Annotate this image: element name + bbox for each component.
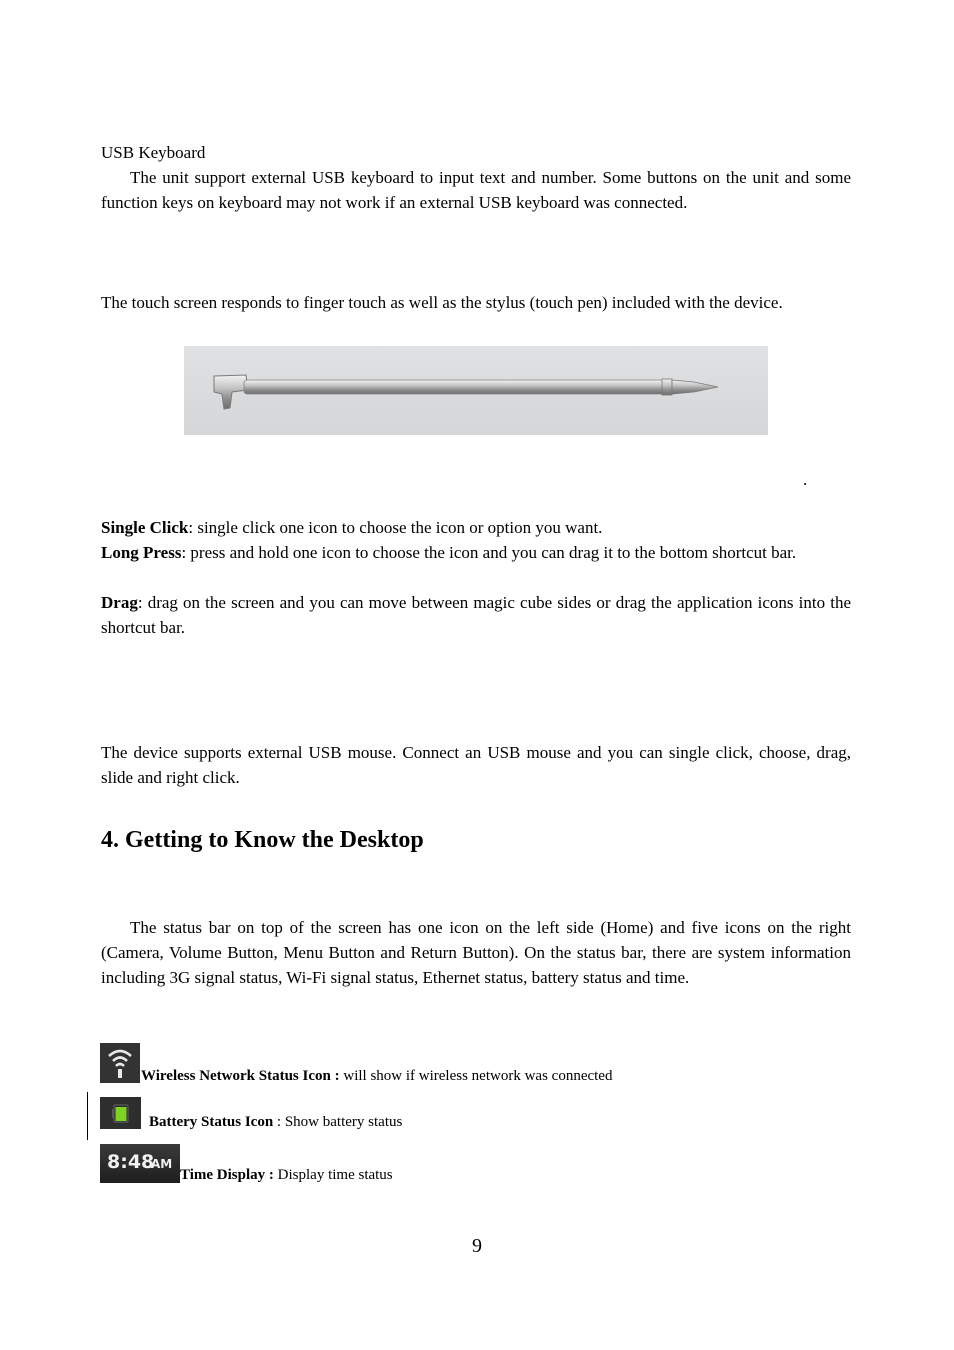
wifi-desc: will show if wireless network was connected [339,1068,613,1084]
time-row-text [180,1167,393,1184]
gesture-term: Long Press [101,543,182,562]
usb-mouse-paragraph: The device supports external USB mouse. Connect an USB mouse and you can single click, choose, drag, slide and right click. [101,743,851,787]
stylus-pen-icon [184,346,768,435]
touch-screen-paragraph: The touch screen responds to finger touch as well as the stylus (touch pen) included with the device. [101,293,783,312]
wifi-label: Wireless Network Status Icon : [141,1068,340,1084]
usb-keyboard-heading: USB Keyboard [101,143,206,162]
battery-label: Battery Status Icon [149,1114,274,1130]
gesture-term: Drag [101,593,138,612]
section-title: 4. Getting to Know the Desktop [101,827,424,853]
gesture-desc: : press and hold one icon to choose the icon and you can drag it to the bottom shortcut bar. [181,543,797,562]
clock-icon [100,1144,180,1183]
battery-desc: : Show battery status [273,1114,403,1130]
desktop-paragraph: The status bar on top of the screen has one icon on the left side (Home) and five icons on the right (Camera, Volume Button, Menu Button and Return Button). On the status bar, there are system information including 3G signal status, Wi-Fi signal status, Ethernet status, battery status and time. [101,918,851,987]
usb-keyboard-paragraph: The unit support external USB keyboard to input text and number. Some buttons on the unit and some function keys on keyboard may not work if an external USB keyboard was connected. [101,168,851,212]
gesture-single-click [101,515,851,540]
margin-bar [87,1092,88,1140]
wifi-row-text [141,1068,612,1085]
page-number: 9 [472,1235,482,1257]
clock-time: 8:48 [107,1151,155,1173]
gesture-term: Single Click [101,518,189,537]
battery-icon [100,1097,141,1129]
wifi-icon [100,1043,140,1083]
time-label: Time Display : [180,1167,274,1183]
gesture-desc: : single click one icon to choose the icon or option you want. [188,518,603,537]
gesture-drag [101,590,851,640]
gesture-desc: : drag on the screen and you can move between magic cube sides or drag the application icons into the shortcut bar. [101,593,851,637]
stylus-image [184,346,768,435]
gesture-long-press [101,540,851,565]
battery-row-text [149,1114,402,1131]
stray-dot: . [803,470,808,489]
clock-ampm: AM [151,1157,173,1171]
time-desc: Display time status [273,1167,393,1183]
